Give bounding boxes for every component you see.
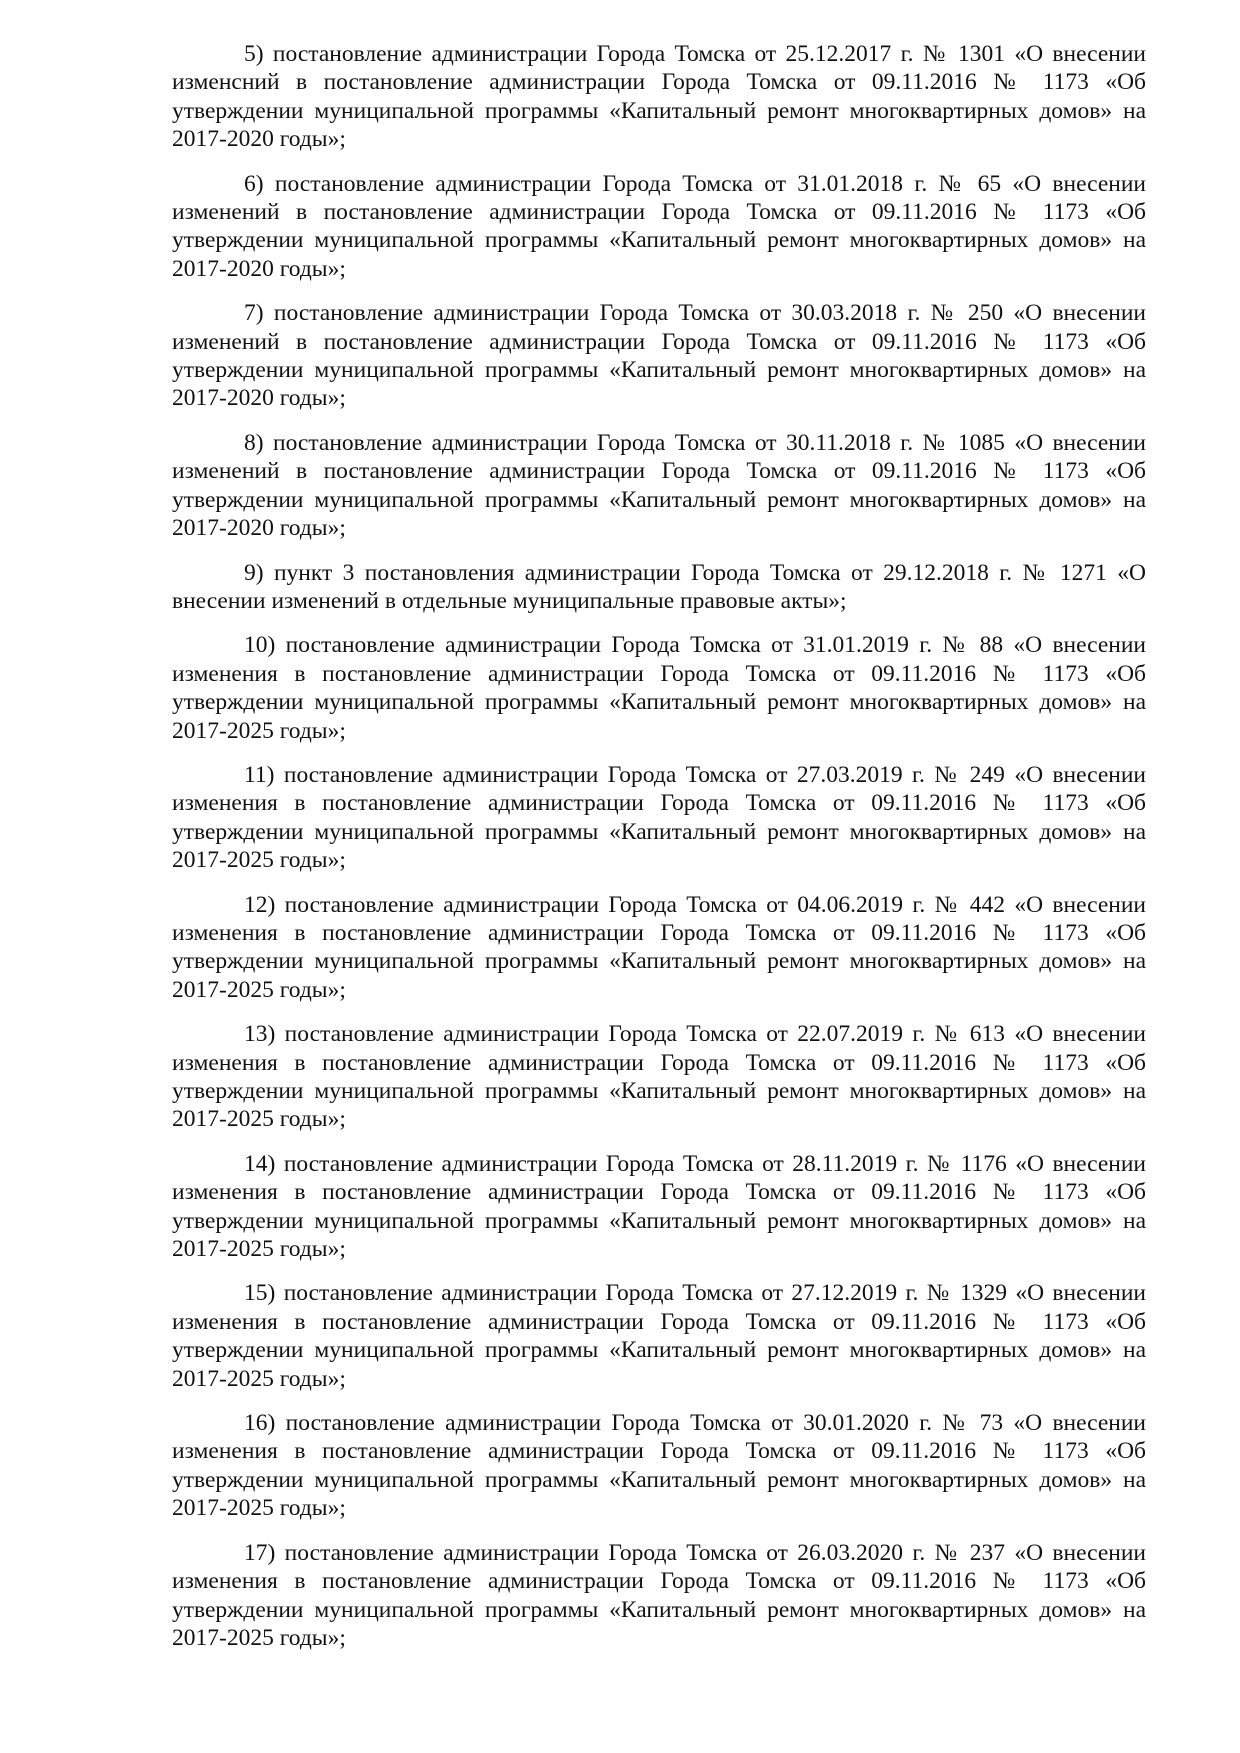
item-number: 14)	[244, 1150, 276, 1177]
item-number: 15)	[244, 1280, 276, 1307]
list-item	[172, 631, 1146, 745]
list-item	[172, 1150, 1146, 1264]
list-item	[172, 1539, 1146, 1653]
item-number: 5)	[244, 41, 264, 67]
item-text: постановление администрации Города Томска от 31.01.2019 г. № 88 «О внесении изменения в постановление администрации Города Томска от 09.11.2016 № 1173 «Об утверждении муниципальной программы «Капитальный ремонт многоквартирных домов» на 2017-2025 годы»;	[172, 632, 1147, 744]
document-page	[172, 40, 1146, 1668]
item-text: постановление администрации Города Томска от 30.11.2018 г. № 1085 «О внесении изменений в постановление администрации Города Томска от 09.11.2016 № 1173 «Об утверждении муниципальной программы «Капитальный ремонт многоквартирных домов» на 2017-2020 годы»;	[172, 429, 1147, 542]
list-item	[172, 761, 1146, 875]
item-text: постановление администрации Города Томска от 26.03.2020 г. № 237 «О внесении изменения в постановление администрации Города Томска от 09.11.2016 № 1173 «Об утверждении муниципальной программы «Капитальный ремонт многоквартирных домов» на 2017-2025 годы»;	[172, 1539, 1146, 1651]
item-number: 9)	[244, 559, 264, 586]
list-item	[172, 1020, 1146, 1134]
item-text: постановление администрации Города Томска от 30.03.2018 г. № 250 «О внесении изменений в постановление администрации Города Томска от 09.11.2016 № 1173 «Об утверждении муниципальной программы «Капитальный ремонт многоквартирных домов» на 2017-2020 годы»;	[172, 300, 1147, 412]
list-item	[172, 891, 1146, 1005]
item-number: 12)	[244, 891, 276, 918]
list-item	[172, 559, 1146, 616]
item-text: постановление администрации Города Томска от 22.07.2019 г. № 613 «О внесении изменения в постановление администрации Города Томска от 09.11.2016 № 1173 «Об утверждении муниципальной программы «Капитальный ремонт многоквартирных домов» на 2017-2025 годы»;	[172, 1021, 1146, 1133]
item-text: постановление администрации Города Томска от 31.01.2018 г. № 65 «О внесении изменений в постановление администрации Города Томска от 09.11.2016 № 1173 «Об утверждении муниципальной программы «Капитальный ремонт многоквартирных домов» на 2017-2020 годы»;	[172, 170, 1146, 282]
item-number: 17)	[244, 1539, 276, 1566]
item-number: 16)	[244, 1410, 276, 1437]
item-text: постановление администрации Города Томска от 27.12.2019 г. № 1329 «О внесении изменения в постановление администрации Города Томска от 09.11.2016 № 1173 «Об утверждении муниципальной программы «Капитальный ремонт многоквартирных домов» на 2017-2025 годы»;	[172, 1280, 1146, 1392]
list-item	[172, 170, 1146, 284]
list-item	[172, 429, 1146, 543]
item-text: постановление администрации Города Томска от 28.11.2019 г. № 1176 «О внесении изменения в постановление администрации Города Томска от 09.11.2016 № 1173 «Об утверждении муниципальной программы «Капитальный ремонт многоквартирных домов» на 2017-2025 годы»;	[172, 1150, 1147, 1263]
item-text: постановление администрации Города Томска от 30.01.2020 г. № 73 «О внесении изменения в постановление администрации Города Томска от 09.11.2016 № 1173 «Об утверждении муниципальной программы «Капитальный ремонт многоквартирных домов» на 2017-2025 годы»;	[172, 1410, 1147, 1522]
item-number: 13)	[244, 1021, 276, 1048]
item-text: постановление администрации Города Томска от 04.06.2019 г. № 442 «О внесении изменения в постановление администрации Города Томска от 09.11.2016 № 1173 «Об утверждении муниципальной программы «Капитальный ремонт многоквартирных домов» на 2017-2025 годы»;	[172, 891, 1146, 1003]
item-text: постановление администрации Города Томска от 27.03.2019 г. № 249 «О внесении изменения в постановление администрации Города Томска от 09.11.2016 № 1173 «Об утверждении муниципальной программы «Капитальный ремонт многоквартирных домов» на 2017-2025 годы»;	[172, 761, 1147, 874]
item-number: 10)	[244, 632, 276, 659]
item-text: постановление администрации Города Томска от 25.12.2017 г. № 1301 «О внесении изменсний в постановление администрации Города Томска от 09.11.2016 № 1173 «Об утверждении муниципальной программы «Капитальный ремонт многоквартирных домов» на 2017-2020 годы»;	[172, 41, 1146, 153]
list-item	[172, 1409, 1146, 1523]
list-item	[172, 299, 1146, 413]
list-item	[172, 40, 1146, 154]
item-text: пункт 3 постановления администрации Города Томска от 29.12.2018 г. № 1271 «О внесении изменений в отдельные муниципальные правовые акты»;	[172, 559, 1146, 614]
list-item	[172, 1279, 1146, 1393]
item-number: 11)	[244, 761, 275, 788]
item-number: 8)	[244, 429, 264, 456]
item-number: 7)	[244, 300, 264, 327]
item-number: 6)	[244, 170, 264, 197]
